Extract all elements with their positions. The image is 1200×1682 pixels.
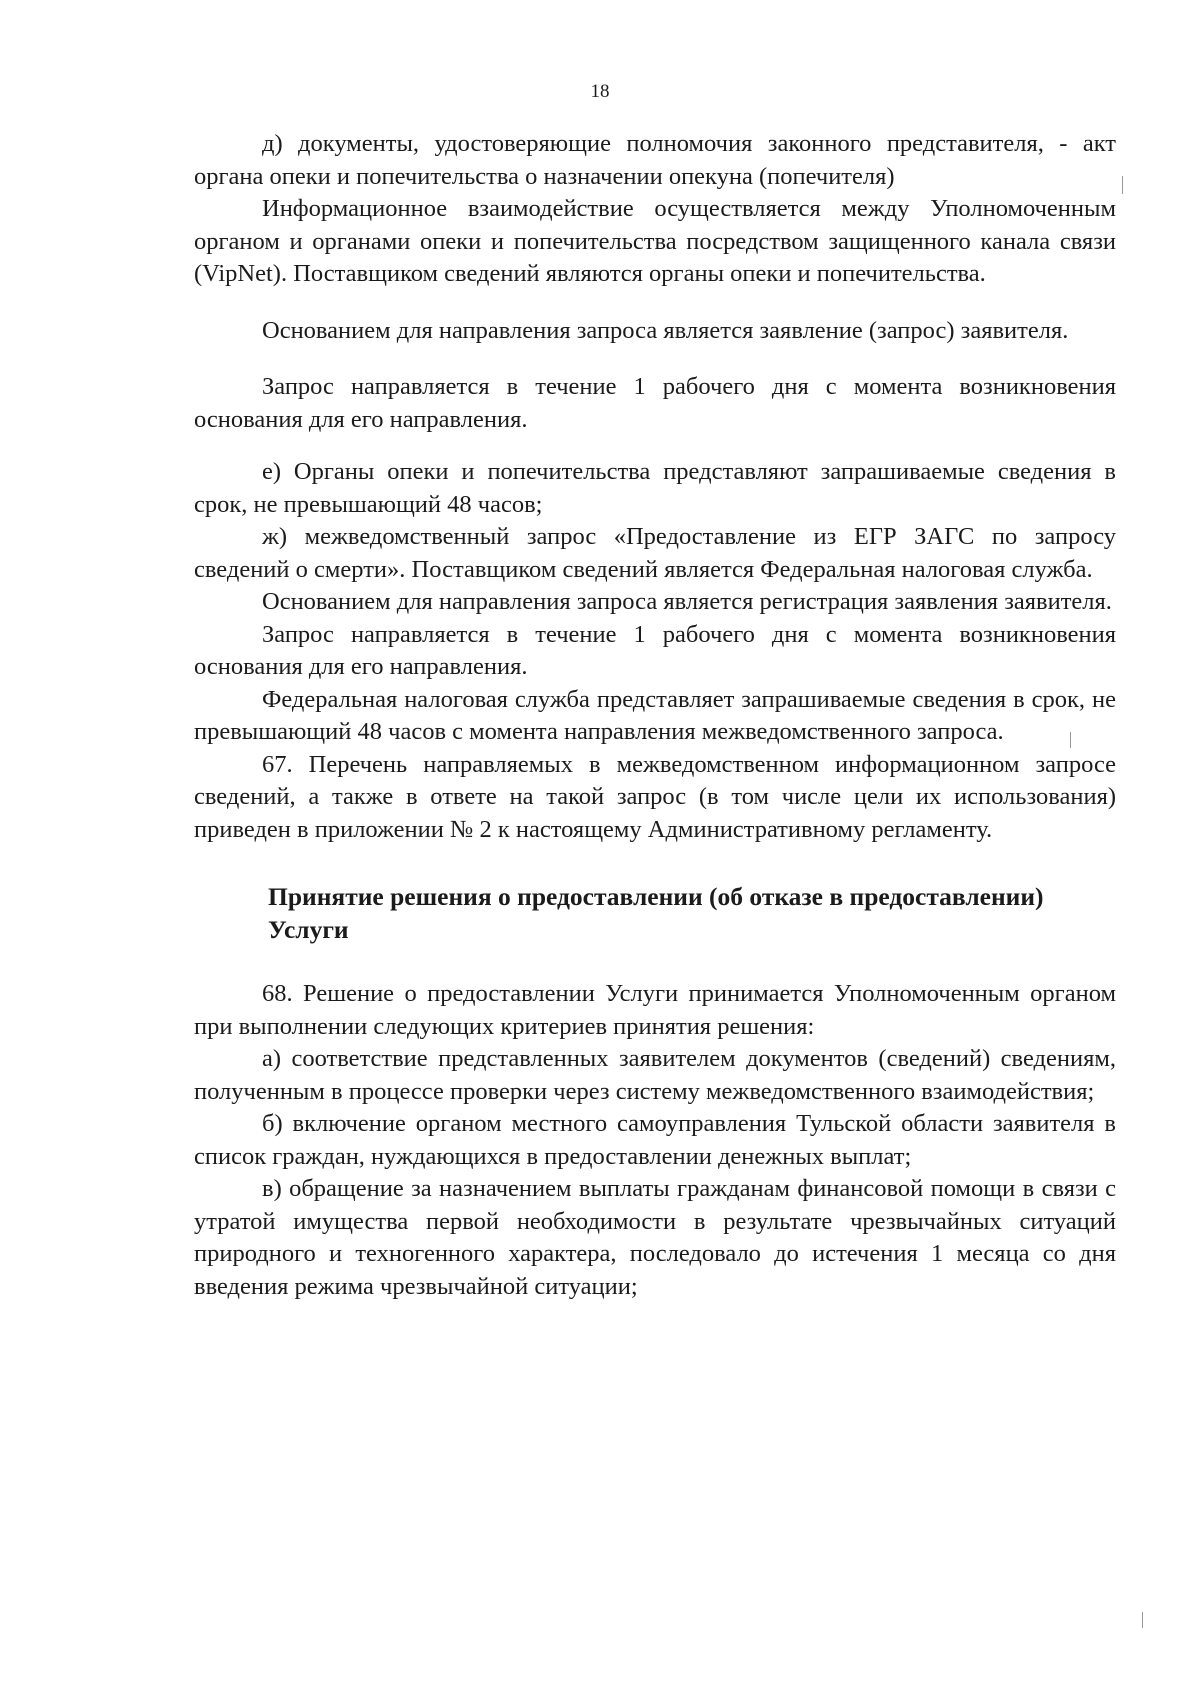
- paragraph-v-criteria: в) обращение за назначением выплаты гражданам финансовой помощи в связи с утратой имущества первой необходимости в результате чрезвычайных ситуаций природного и техногенного характера, последовало до истечения 1 месяца со дня введения режима чрезвычайной ситуации;: [194, 1175, 1116, 1300]
- section-heading: [194, 880, 1116, 946]
- paragraph-68-decision: 68. Решение о предоставлении Услуги принимается Уполномоченным органом при выполнении следующих критериев принятия решения:: [194, 980, 1116, 1040]
- paragraph-a-criteria: а) соответствие представленных заявителем документов (сведений) сведениям, полученным в процессе проверки через систему межведомственного взаимодействия;: [194, 1045, 1116, 1105]
- paragraph-information-exchange: Информационное взаимодействие осуществляется между Уполномоченным органом и органами опеки и попечительства посредством защищенного канала связи (VipNet). Поставщиком сведений являются органы опеки и попечительства.: [194, 195, 1116, 287]
- section-heading-line-2: Услуги: [268, 915, 349, 944]
- section-heading-line-1: Принятие решения о предоставлении (об отказе в предоставлении): [268, 882, 1044, 911]
- scan-speck: [1142, 1612, 1143, 1628]
- paragraph-b-criteria: б) включение органом местного самоуправления Тульской области заявителя в список граждан, нуждающихся в предоставлении денежных выплат;: [194, 1110, 1116, 1170]
- paragraph-d-documents: д) документы, удостоверяющие полномочия законного представителя, - акт органа опеки и попечительства о назначении опекуна (попечителя): [194, 130, 1116, 190]
- paragraph-request-basis: Основанием для направления запроса является заявление (запрос) заявителя.: [262, 316, 1069, 344]
- paragraph-tax-service: Федеральная налоговая служба представляет запрашиваемые сведения в срок, не превышающий 48 часов с момента направления межведомственного запроса.: [194, 685, 1116, 745]
- paragraph-zh-interagency-request: ж) межведомственный запрос «Предоставление из ЕГР ЗАГС по запросу сведений о смерти». Поставщиком сведений является Федеральная налоговая служба.: [194, 523, 1116, 583]
- scan-speck: [1070, 732, 1071, 748]
- scan-speck: [1122, 176, 1123, 194]
- document-body: [194, 128, 1116, 1303]
- paragraph-request-timing: Запрос направляется в течение 1 рабочего дня с момента возникновения основания для его направления.: [194, 373, 1116, 433]
- paragraph-request-basis-registration: Основанием для направления запроса является регистрация заявления заявителя.: [262, 588, 1112, 615]
- paragraph-request-timing-2: Запрос направляется в течение 1 рабочего дня с момента возникновения основания для его направления.: [194, 620, 1116, 680]
- paragraph-67-list: 67. Перечень направляемых в межведомственном информационном запросе сведений, а также в ответе на такой запрос (в том числе цели их использования) приведен в приложении № 2 к настоящему Административному регламенту.: [194, 750, 1116, 843]
- paragraph-e-guardianship: е) Органы опеки и попечительства представляют запрашиваемые сведения в срок, не превышающий 48 часов;: [194, 458, 1116, 518]
- page-number: 18: [590, 81, 610, 102]
